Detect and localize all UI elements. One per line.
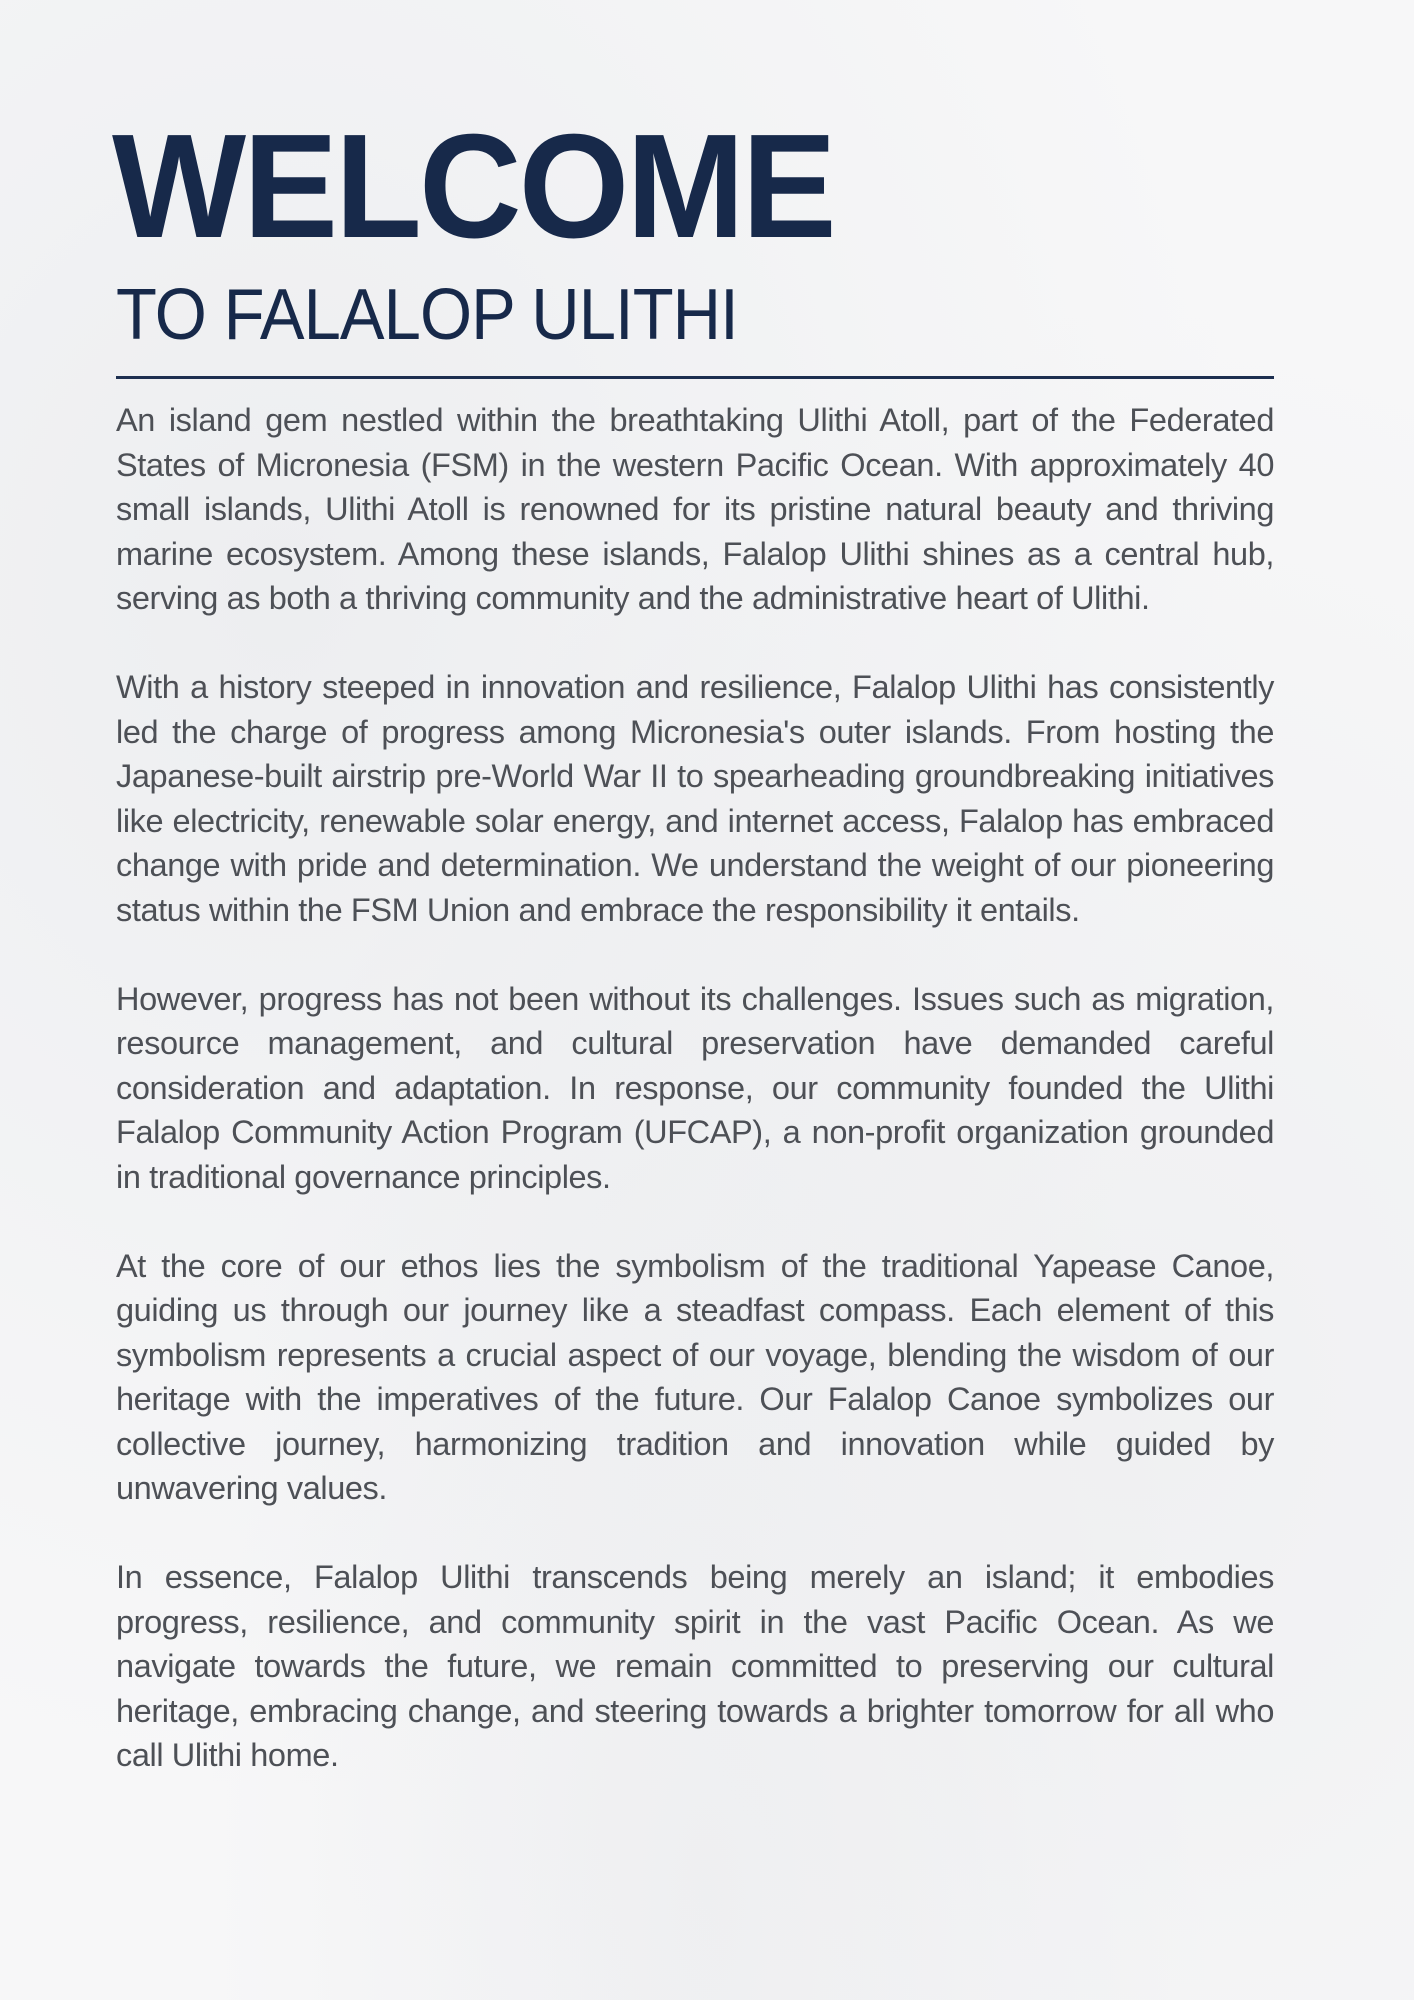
paragraph-history: With a history steeped in innovation and resilience, Falalop Ulithi has consistently led the charge of progress among Micronesia's outer islands. From hosting the Japanese-built airstrip pre-World War II to spearheading groundbreaking initiatives like electricity, renewable solar energy, and internet access, Falalop has embraced change with pride and determination. We understand the weight of our pioneering status within the FSM Union and embrace the responsibility it entails. xyxy=(116,669,1274,928)
body-text xyxy=(116,398,1274,1822)
paragraph-challenges: However, progress has not been without its challenges. Issues such as migration, resource management, and cultural preservation have demanded careful consideration and adaptation. In response, our community founded the Ulithi Falalop Community Action Program (UFCAP), a non-profit organization grounded in traditional governance principles. xyxy=(116,980,1274,1195)
page-subtitle: TO FALALOP ULITHI xyxy=(116,275,738,355)
paragraph-canoe: At the core of our ethos lies the symbolism of the traditional Yapease Canoe, guiding us through our journey like a steadfast compass. Each element of this symbolism represents a crucial aspect of our voyage, blending the wisdom of our heritage with the imperatives of the future. Our Falalop Canoe symbolizes our collective journey, harmonizing tradition and innovation while guided by unwavering values. xyxy=(116,1247,1274,1506)
title-divider xyxy=(116,376,1274,379)
paragraph-conclusion: In essence, Falalop Ulithi transcends being merely an island; it embodies progress, resilience, and community spirit in the vast Pacific Ocean. As we navigate towards the future, we remain committed to preserving our cultural heritage, embracing change, and steering towards a brighter tomorrow for all who call Ulithi home. xyxy=(116,1559,1274,1773)
paragraph-intro: An island gem nestled within the breathtaking Ulithi Atoll, part of the Federated States of Micronesia (FSM) in the western Pacific Ocean. With approximately 40 small islands, Ulithi Atoll is renowned for its pristine natural beauty and thriving marine ecosystem. Among these islands, Falalop Ulithi shines as a central hub, serving as both a thriving community and the administrative heart of Ulithi. xyxy=(116,402,1274,616)
page-title: WELCOME xyxy=(112,104,834,269)
